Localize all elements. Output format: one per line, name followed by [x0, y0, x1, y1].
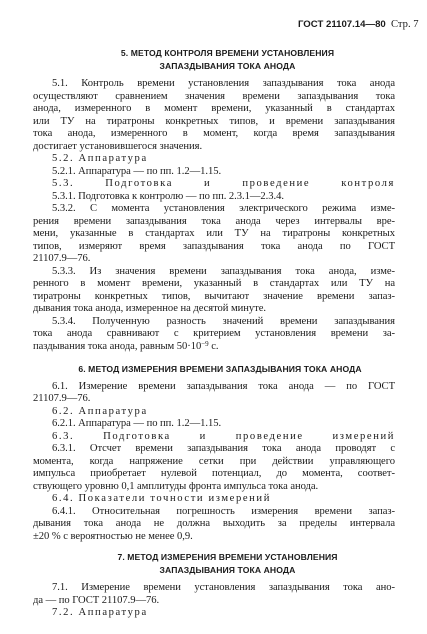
paragraph-line: достигает установившегося значения.: [33, 141, 203, 152]
section-7-title: 7. МЕТОД ИЗМЕРЕНИЯ ВРЕМЕНИ УСТАНОВЛЕНИЯ: [117, 552, 338, 562]
paragraph-line: тиратроны конкретных типов, вычитают значение времени запаз-: [33, 291, 395, 302]
paragraph-line: рения времени запаздывания тока анода через интервалы вре-: [33, 216, 395, 227]
paragraph-line: 5.3.3. Из значения времени запаздывания тока анода, изме-: [52, 266, 395, 277]
section-5-title: 5. МЕТОД КОНТРОЛЯ ВРЕМЕНИ УСТАНОВЛЕНИЯ: [120, 48, 335, 58]
paragraph-line: тока анода сравнивают с критерием установления времени за-: [33, 328, 395, 339]
subsection-heading: 6.2. Аппаратура: [52, 406, 148, 417]
section-6-title: 6. МЕТОД ИЗМЕРЕНИЯ ВРЕМЕНИ ЗАПАЗДЫВАНИЯ ТОКА АНОДА: [78, 364, 362, 374]
paragraph-line: 5.3.4. Полученную разность значений времени запаздывания: [52, 316, 395, 327]
paragraph-line: дывания тока анода не должна выходить за пределы интервала: [33, 518, 395, 529]
paragraph-line: 6.3.1. Отсчет времени запаздывания тока анода проводят с: [52, 443, 395, 454]
paragraph-line: ренного в момент времени, указанный в стандартах или ТУ на: [33, 278, 395, 289]
standard-number: ГОСТ 21107.14—80: [298, 19, 386, 30]
paragraph-line: дывания тока анода, измеренное на десятой минуте.: [33, 303, 266, 314]
unit-text: с.: [208, 341, 219, 352]
paragraph-line: 6.2.1. Аппаратура — по пп. 1.2—1.15.: [52, 418, 222, 429]
paragraph-line: анода, измеренного в момент времени, указанный в стандартах: [33, 103, 395, 114]
paragraph-line: типов, измеряют время запаздывания тока анода по ГОСТ: [33, 241, 395, 252]
paragraph-line: да — по ГОСТ 21107.9—76.: [33, 595, 160, 606]
paragraph-line: 6.4.1. Относительная погрешность измерения времени запаз-: [52, 506, 395, 517]
paragraph-line: 5.1. Контроль времени установления запаздывания тока анода: [52, 78, 395, 89]
exponent: −9: [201, 340, 209, 348]
paragraph-line: 21107.9—76.: [33, 393, 91, 404]
subsection-heading: 5.3. Подготовка и проведение контроля: [52, 178, 395, 189]
paragraph-line: 5.3.1. Подготовка к контролю — по пп. 2.3.1—2.3.4.: [52, 191, 284, 202]
paragraph-line: [33, 341, 219, 353]
paragraph-line: импульса приобретает нулевой потенциал, до момента, соответ-: [33, 468, 395, 479]
paragraph-line: 5.2.1. Аппаратура — по пп. 1.2—1.15.: [52, 166, 222, 177]
subsection-heading: 7.2. Аппаратура: [52, 607, 148, 618]
paragraph-line: осуществляют сравнением значения времени запаздывания тока: [33, 91, 395, 102]
section-7-title: ЗАПАЗДЫВАНИЯ ТОКА АНОДА: [159, 565, 296, 575]
section-5-title: ЗАПАЗДЫВАНИЯ ТОКА АНОДА: [159, 61, 296, 71]
paragraph-line: или ТУ на тиратроны конкретных типов, и времени запаздывания: [33, 116, 395, 127]
paragraph-line: 21107.9—76.: [33, 253, 91, 264]
subsection-heading: 5.2. Аппаратура: [52, 153, 148, 164]
paragraph-line: ствующего уровню 0,1 амплитуды фронта импульса тока анода.: [33, 481, 319, 492]
paragraph-line: мени, указанные в стандартах или ТУ на тиратроны конкретных: [33, 228, 395, 239]
paragraph-line: тока анода, измеренного в момент, когда время запаздывания: [33, 128, 395, 139]
paragraph-line: ±20 % с вероятностью не менее 0,9.: [33, 531, 193, 542]
page-number: Стр. 7: [391, 19, 419, 30]
criterion-text: паздывания тока анода, равным 50·10: [33, 341, 202, 352]
paragraph-line: 5.3.2. С момента установления электрического режима изме-: [52, 203, 395, 214]
subsection-heading: 6.3. Подготовка и проведение измерений: [52, 431, 395, 442]
paragraph-line: момента, когда напряжение сетки при действии управляющего: [33, 456, 395, 467]
paragraph-line: 7.1. Измерение времени установления запаздывания тока ано-: [52, 582, 395, 593]
paragraph-line: 6.1. Измерение времени запаздывания тока анода — по ГОСТ: [52, 381, 395, 392]
subsection-heading: 6.4. Показатели точности измерений: [52, 493, 271, 504]
